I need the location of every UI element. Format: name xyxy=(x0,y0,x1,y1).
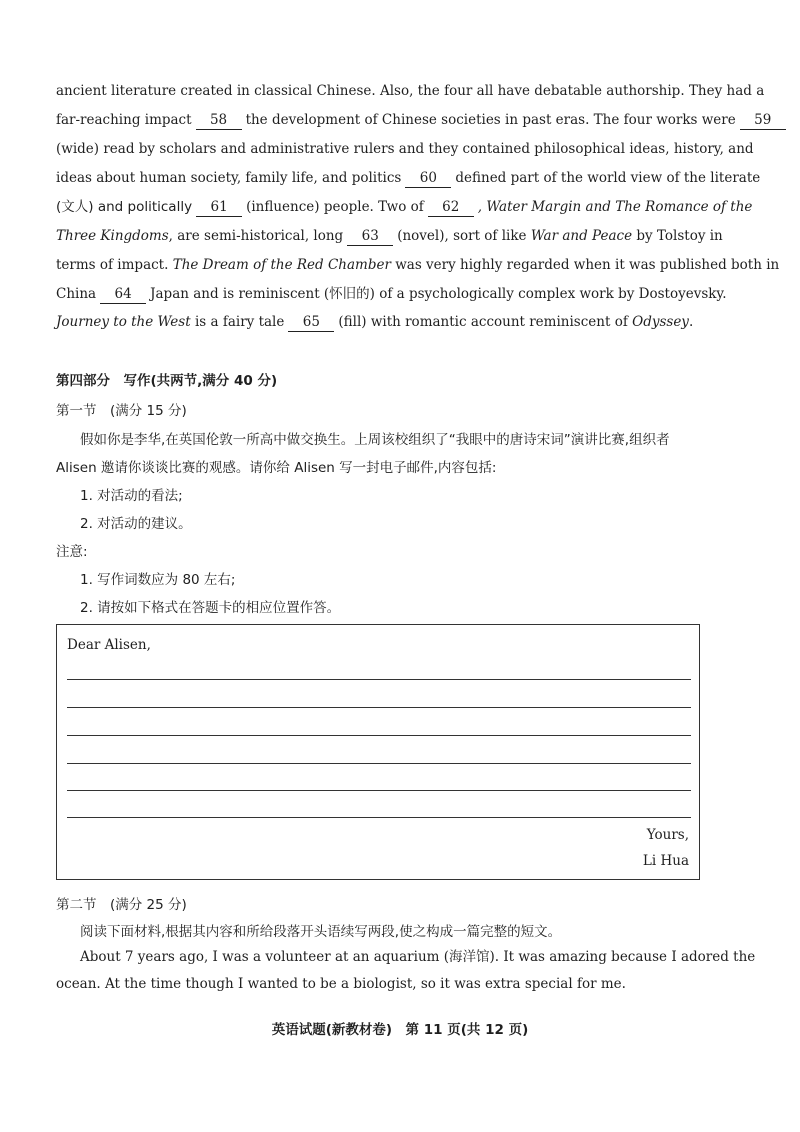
blank-59[interactable]: 59 xyxy=(740,111,786,130)
blank-64[interactable]: 64 xyxy=(100,285,146,304)
note-item-1: 1. 写作词数应为 80 左右; xyxy=(80,572,236,588)
blank-61[interactable]: 61 xyxy=(196,198,242,217)
passage-line-9: Journey to the West is a fairy tale 65 (fill) with romantic account reminiscent of Odyssey. xyxy=(56,314,694,330)
section1-prompt-line1: 假如你是李华,在英国伦敦一所高中做交换生。上周该校组织了“我眼中的唐诗宋词”演讲比赛,组织者 xyxy=(80,432,670,448)
writing-line[interactable] xyxy=(67,707,691,708)
letter-signature: Li Hua xyxy=(642,853,689,869)
writing-line[interactable] xyxy=(67,763,691,764)
story-line-2: ocean. At the time though I wanted to be a biologist, so it was extra special for me. xyxy=(56,976,626,992)
letter-closing: Yours, xyxy=(646,827,689,843)
blank-63[interactable]: 63 xyxy=(347,227,393,246)
passage-line-5: (文人) and politically 61 (influence) people. Two of 62 , Water Margin and The Romance of the xyxy=(56,199,753,215)
section2-title: 第二节 (满分 25 分) xyxy=(56,897,187,913)
section2-instruction: 阅读下面材料,根据其内容和所给段落开头语续写两段,使之构成一篇完整的短文。 xyxy=(80,924,562,940)
blank-58[interactable]: 58 xyxy=(196,111,242,130)
content-item-2: 2. 对活动的建议。 xyxy=(80,516,192,532)
writing-line[interactable] xyxy=(67,735,691,736)
passage-line-4: ideas about human society, family life, and politics 60 defined part of the world view of the literate xyxy=(56,170,761,186)
passage-line-3: (wide) read by scholars and administrative rulers and they contained philosophical ideas, history, and xyxy=(56,141,754,157)
writing-line[interactable] xyxy=(67,790,691,791)
section1-prompt-line2: Alisen 邀请你谈谈比赛的观感。请你给 Alisen 写一封电子邮件,内容包括: xyxy=(56,460,497,476)
blank-60[interactable]: 60 xyxy=(405,169,451,188)
writing-line[interactable] xyxy=(67,817,691,818)
blank-62[interactable]: 62 xyxy=(428,198,474,217)
story-line-1: About 7 years ago, I was a volunteer at an aquarium (海洋馆). It was amazing because I adored the xyxy=(80,949,756,965)
section1-title: 第一节 (满分 15 分) xyxy=(56,403,187,419)
letter-salutation: Dear Alisen, xyxy=(67,637,151,653)
passage-line-1: ancient literature created in classical Chinese. Also, the four all have debatable authorship. They had a xyxy=(56,83,765,99)
writing-line[interactable] xyxy=(67,679,691,680)
passage-line-2: far-reaching impact 58 the development of Chinese societies in past eras. The four works were 59 xyxy=(56,111,712,130)
passage-line-7: terms of impact. The Dream of the Red Chamber was very highly regarded when it was published both in xyxy=(56,257,780,273)
page-footer: 英语试题(新教材卷) 第 11 页(共 12 页) xyxy=(271,1022,529,1038)
passage-line-6: Three Kingdoms, are semi-historical, long 63 (novel), sort of like War and Peace by Tolstoy in xyxy=(56,228,723,244)
content-item-1: 1. 对活动的看法; xyxy=(80,488,183,504)
part4-title: 第四部分 写作(共两节,满分 40 分) xyxy=(56,373,278,389)
blank-65[interactable]: 65 xyxy=(288,313,334,332)
letter-answer-box xyxy=(56,624,700,880)
note-item-2: 2. 请按如下格式在答题卡的相应位置作答。 xyxy=(80,600,341,616)
passage-line-8: China 64 Japan and is reminiscent (怀旧的) of a psychologically complex work by Dostoyevsky. xyxy=(56,286,727,302)
note-label: 注意: xyxy=(56,544,88,560)
